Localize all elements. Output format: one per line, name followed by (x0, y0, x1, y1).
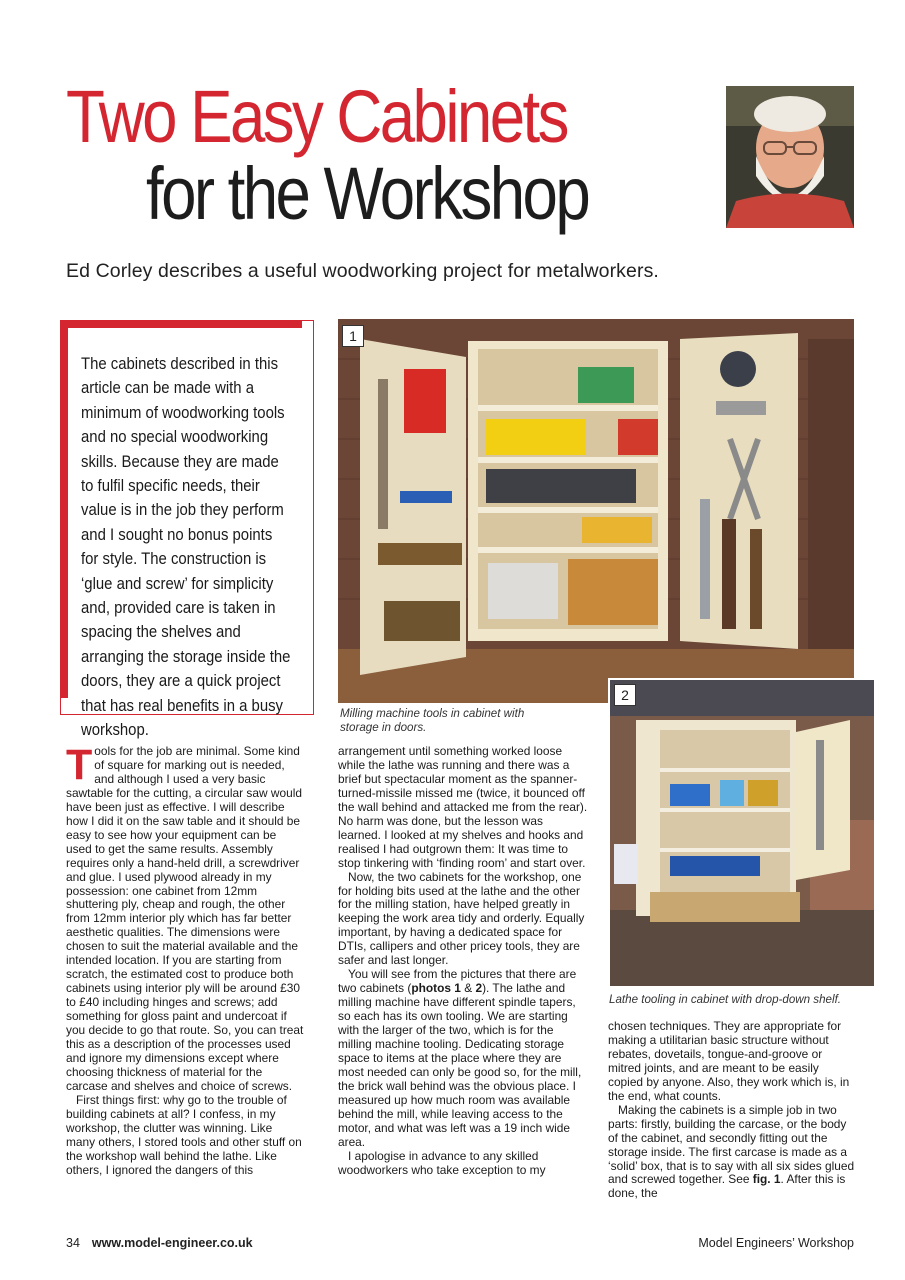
photo-1-cabinet-drawing (338, 319, 854, 703)
photo-1-caption: Milling machine tools in cabinet with storage in doors. (340, 707, 525, 734)
photo-1 (338, 319, 854, 703)
article-standfirst: Ed Corley describes a useful woodworking project for metalworkers. (66, 260, 659, 282)
title-line-1: Two Easy Cabinets (66, 75, 567, 158)
body-col3-p2-text-c: . After this is done, the (608, 1172, 846, 1201)
footer-url: www.model-engineer.co.uk (91, 1236, 253, 1250)
intro-box-left-bar (60, 320, 68, 698)
body-col2-p3-text-c: & (460, 981, 476, 996)
body-col2-paragraph-4: I apologise in advance to any skilled woodworkers who take exception to my (338, 1148, 546, 1177)
body-col2-paragraph-3 (338, 968, 588, 1149)
author-portrait (726, 86, 854, 228)
body-col2-p3-text-e: ). The lathe and milling machine have different spindle tapers, so each has its own tooling. We are starting with the larger of the two, which is for the milling machine tooling. Dedicating storage space to items at the place where they are most needed can only be good so, for the mill, the brick wall behind was the obvious place. I measured up how much room was available behind the mill, while leaving access to the motor, and what was left was a 19 inch wide area. (338, 981, 582, 1149)
photo-2-cabinet-drawing (610, 680, 874, 986)
body-col2-paragraph-2: Now, the two cabinets for the workshop, one for holding bits used at the lathe and the other for the milling station, have helped greatly in keeping the work area tidy and orderly. Equally important, by having a dedicated space for DTIs, callipers and other pricey tools, they are safer and last longer. (338, 869, 585, 968)
author-portrait-drawing (726, 86, 854, 228)
body-col2-paragraph-1: arrangement until something worked loose while the lathe was running and there was a brief but spectacular moment as the spanner-turned-missile missed me (twice, it bounced off the wall behind and attacked me from the rear). No harm was done, but the lesson was learned. I looked at my shelves and hooks and realised I had outgrown them: It was time to stop tinkering with ‘finding room’ and start over. (338, 744, 588, 870)
body-column-1 (66, 741, 304, 1178)
photo-2-caption: Lathe tooling in cabinet with drop-down shelf. (609, 993, 842, 1006)
body-col3-p2-text-a: Making the cabinets is a simple job in two parts: firstly, building the carcase, or the body of the cabinet, and secondly fitting out the storage inside. The first carcase is made as a ‘solid’ box, that is to say with all six sides glued and screwed together. See (608, 1102, 855, 1187)
drop-cap: T (66, 741, 93, 789)
photo-1-number: 1 (342, 325, 364, 347)
photo-2 (608, 678, 876, 988)
photo-2-number: 2 (614, 684, 636, 706)
footer-magazine-name: Model Engineers’ Workshop (698, 1236, 854, 1250)
page-number: 34 (66, 1236, 80, 1250)
body-col1-paragraph-1 (66, 741, 304, 1094)
figure-reference: fig. 1 (752, 1172, 781, 1187)
body-col2-p3-text-a: You will see from the pictures that there are two cabinets ( (338, 967, 577, 996)
title-line-2: for the Workshop (146, 152, 589, 235)
body-col3-paragraph-1: chosen techniques. They are appropriate for making a utilitarian basic structure without rebates, dovetails, tongue-and-groove or mitred joints, and are meant to be easily copied by anyone. Also, they work which is, in the end, what counts. (608, 1019, 850, 1103)
body-col1-paragraph-2: First things first: why go to the trouble of building cabinets at all? I confess, in my workshop, the clutter was winning. Like many others, I stored tools and other stuff on the workshop wall behind the lathe. Like others, I ignored the dangers of this (66, 1092, 302, 1177)
footer-left (66, 1236, 253, 1250)
photos-reference-2: 2 (475, 981, 483, 996)
intro-box-top-bar (60, 320, 302, 328)
body-column-3 (608, 1020, 856, 1201)
body-col3-paragraph-2 (608, 1104, 856, 1202)
body-column-2 (338, 745, 588, 1178)
photos-reference-1: photos 1 (411, 981, 461, 996)
intro-text: The cabinets described in this article can be made with a minimum of woodworking tools and no special woodworking skills. Because they are made to fulfil specific needs, their value is in the job they perform and I sought no bonus points for style. The construction is ‘glue and screw’ for simplicity and, provided care is taken in spacing the shelves and arranging the storage inside the doors, they are a quick project that has real benefits in a busy workshop. (81, 355, 291, 740)
body-col1-p1-text: ools for the job are minimal. Some kind of square for marking out is needed, and although I used a very basic sawtable for the cutting, a circular saw would have been just as effective. I will describe how I did it on the saw table and it should be easy to see how your equipment can be used to get the same results. Assembly requires only a hand-held drill, a screwdriver and glue. I used plywood already in my possession: one cabinet from 12mm shuttering ply, cheap and rough, the other from 12mm interior ply which has far better aesthetic qualities. The dimensions were chosen to suit the material available and the intended location. If you are starting from scratch, the estimated cost to produce both cabinets using interior ply will be around £30 to £40 including hinges and screws; add something for gloss paint and undercoat if you decide to go that route. So, you can treat this as a description of the processes used and ignore my dimensions except where choosing thickness of material for the carcase and shelves and choice of screws. (66, 744, 304, 1093)
